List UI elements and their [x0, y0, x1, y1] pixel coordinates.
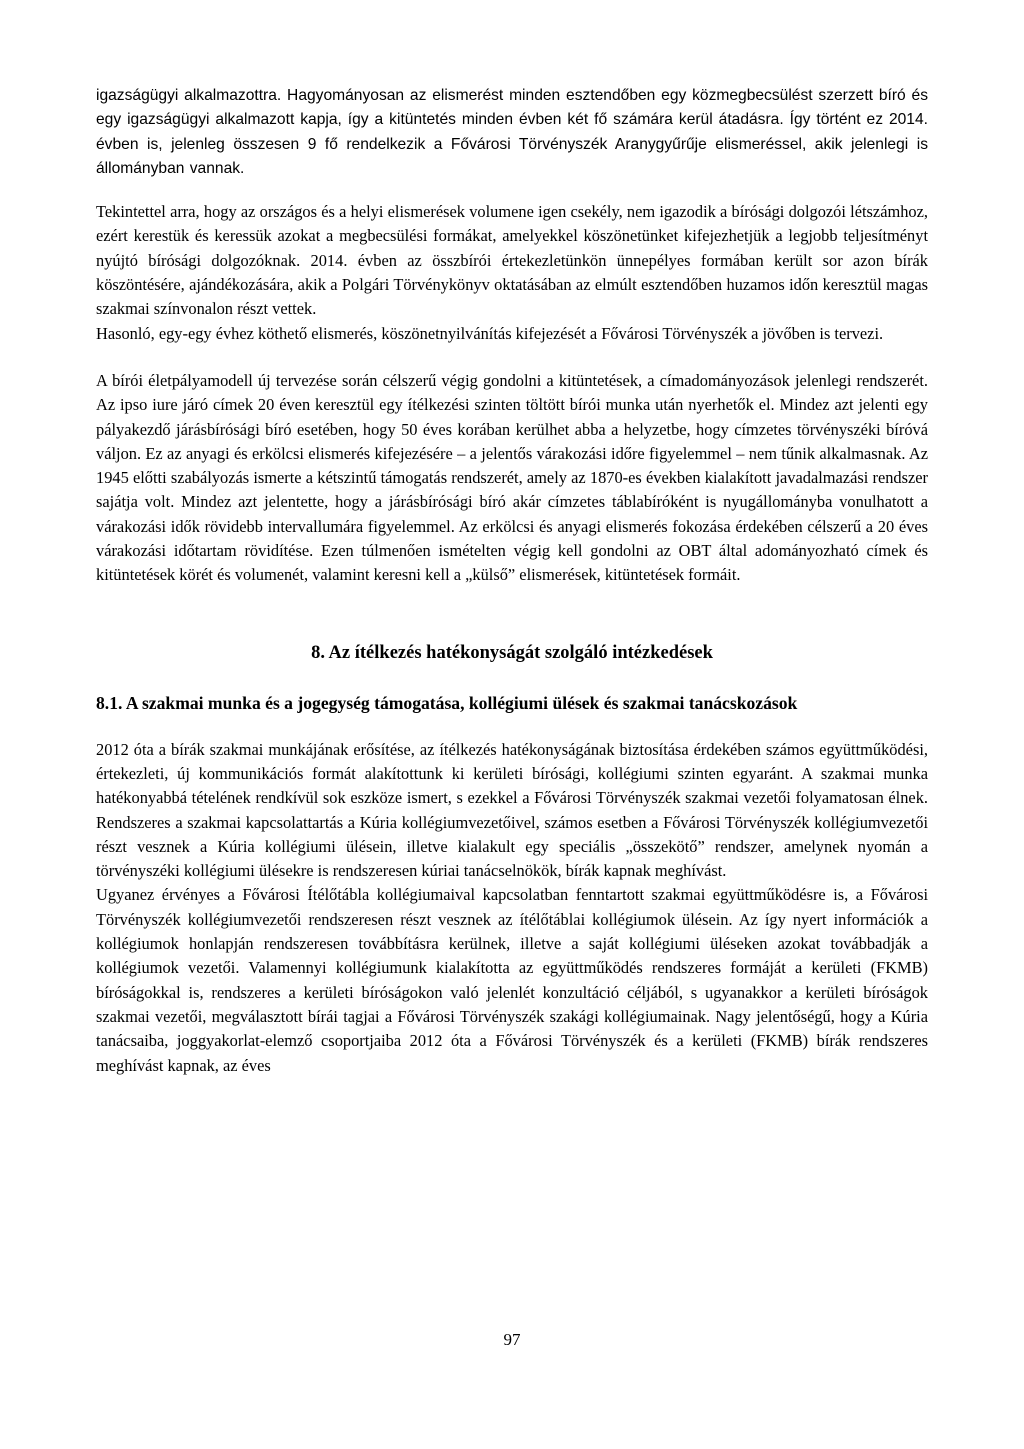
section-heading: 8. Az ítélkezés hatékonyságát szolgáló intézkedések — [311, 642, 713, 663]
paragraph-aranygyuru: igazságügyi alkalmazottra. Hagyományosan az elismerést minden esztendőben egy közmegbecsülést szerzett bíró és egy igazságügyi alkalmazott kapja, így a kitüntetés minden évben két fő számára kerül átadásra. Így történt ez 2014. évben is, jelenleg összesen 9 fő rendelkezik a Fővárosi Törvényszék Aranygyűrűje elismeréssel, akik jelenlegi is állományban vannak. — [96, 87, 928, 177]
paragraph-szakmai-munka: 2012 óta a bírák szakmai munkájának erősítése, az ítélkezés hatékonyságának biztosítása érdekében számos együttműködési, értekezleti, új kommunikációs formát alakítottunk ki kerületi bírósági, kollégiumi szinten egyaránt. A szakmai munka hatékonyabbá tételének rendkívül sok eszköze ismert, s ezekkel a Fővárosi Törvényszék szakmai vezetői folyamatosan élnek. Rendszeres a szakmai kapcsolattartás a Kúria kollégiumvezetőivel, számos esetben a Fővárosi Törvényszék kollégiumvezetői részt vesznek a Kúria kollégiumi ülésein, illetve kialakult egy speciális „összekötő” rendszer, amelynek nyomán a törvényszéki kollégiumi ülésekre is rendszeresen kúriai tanácselnökök, bírák kapnak meghívást. — [96, 739, 928, 881]
paragraph-eletpalyamodell: A bírói életpályamodell új tervezése során célszerű végig gondolni a kitüntetések, a címadományozások jelenlegi rendszerét. Az ipso iure járó címek 20 éven keresztül egy ítélkezési szinten töltött bírói munka után nyerhetők el. Mindez azt jelenti egy pályakezdő járásbírósági bíró esetében, hogy 50 éves korában kerülhet abba a helyzetbe, hogy címzetes törvényszéki bíróvá váljon. Ez az anyagi és erkölcsi elismerés kifejezésére – a jelentős várakozási időre figyelemmel – nem tűnik alkalmasnak. Az 1945 előtti szabályozás ismerte a kétszintű támogatás rendszerét, amely az 1870-es években kialakított javadalmazási rendszer sajátja volt. Mindez azt jelentette, hogy a járásbírósági bíró akár címzetes táblabíróként is nyugállományba vonulhatott a várakozási idők rövidebb intervallumára figyelemmel. Az erkölcsi és anyagi elismerés fokozása érdekében célszerű a 20 éves várakozási időtartam rövidítése. Ezen túlmenően ismételten végig kell gondolni az OBT által adományozható címek és kitüntetések körét és volumenét, valamint keresni kell a „külső” elismerések, kitüntetések formáit. — [96, 370, 928, 585]
page-content — [96, 84, 928, 1078]
paragraph-elismeresek: Tekintettel arra, hogy az országos és a helyi elismerések volumene igen csekély, nem igazodik a bírósági dolgozói létszámhoz, ezért kerestük és keressük azokat a megbecsülési formákat, amelyekkel köszönetünket kifejezhetjük a legjobb teljesítményt nyújtó bírósági dolgozóknak. 2014. évben az összbírói értekezletünkön ünnepélyes formában került sor azon bírák köszöntésére, ajándékozására, akik a Polgári Törvénykönyv oktatásában az elmúlt esztendőben huzamos időn keresztül magas szakmai színvonalon részt vettek. — [96, 202, 928, 319]
subsection-heading: 8.1. A szakmai munka és a jogegység támogatása, kollégiumi ülések és szakmai tanácskozások — [96, 692, 798, 713]
paragraph-itelotabla: Ugyanez érvényes a Fővárosi Ítélőtábla kollégiumaival kapcsolatban fenntartott szakmai együttműködésre is, a Fővárosi Törvényszék kollégiumvezetői rendszeresen részt vesznek az ítélőtáblai kollégiumok ülésein. Az így nyert információk a kollégiumok honlapján rendszeresen továbbításra kerülnek, illetve a saját kollégiumi üléseken azokat továbbadják a kollégiumok vezetői. Valamennyi kollégiumunk kialakította az együttműködés rendszeres formáját a kerületi (FKMB) bíróságokkal is, rendszeres a kerületi bíróságokon való jelenlét konzultáció céljából, s ugyanakkor a kerületi bíróságok szakmai vezetői, megválasztott bírái tagjai a Fővárosi Törvényszék szakági kollégiumainak. Nagy jelentőségű, hogy a Kúria tanácsaiba, joggyakorlat-elemző csoportjaiba 2012 óta a Fővárosi Törvényszék és a kerületi (FKMB) bírák rendszeres meghívást kapnak, az éves — [96, 885, 928, 1075]
paragraph-koszonetnyilvanitas: Hasonló, egy-egy évhez köthető elismerés, köszönetnyilvánítás kifejezését a Fővárosi Törvényszék a jövőben is tervezi. — [96, 323, 884, 343]
page-number: 97 — [503, 1330, 521, 1349]
